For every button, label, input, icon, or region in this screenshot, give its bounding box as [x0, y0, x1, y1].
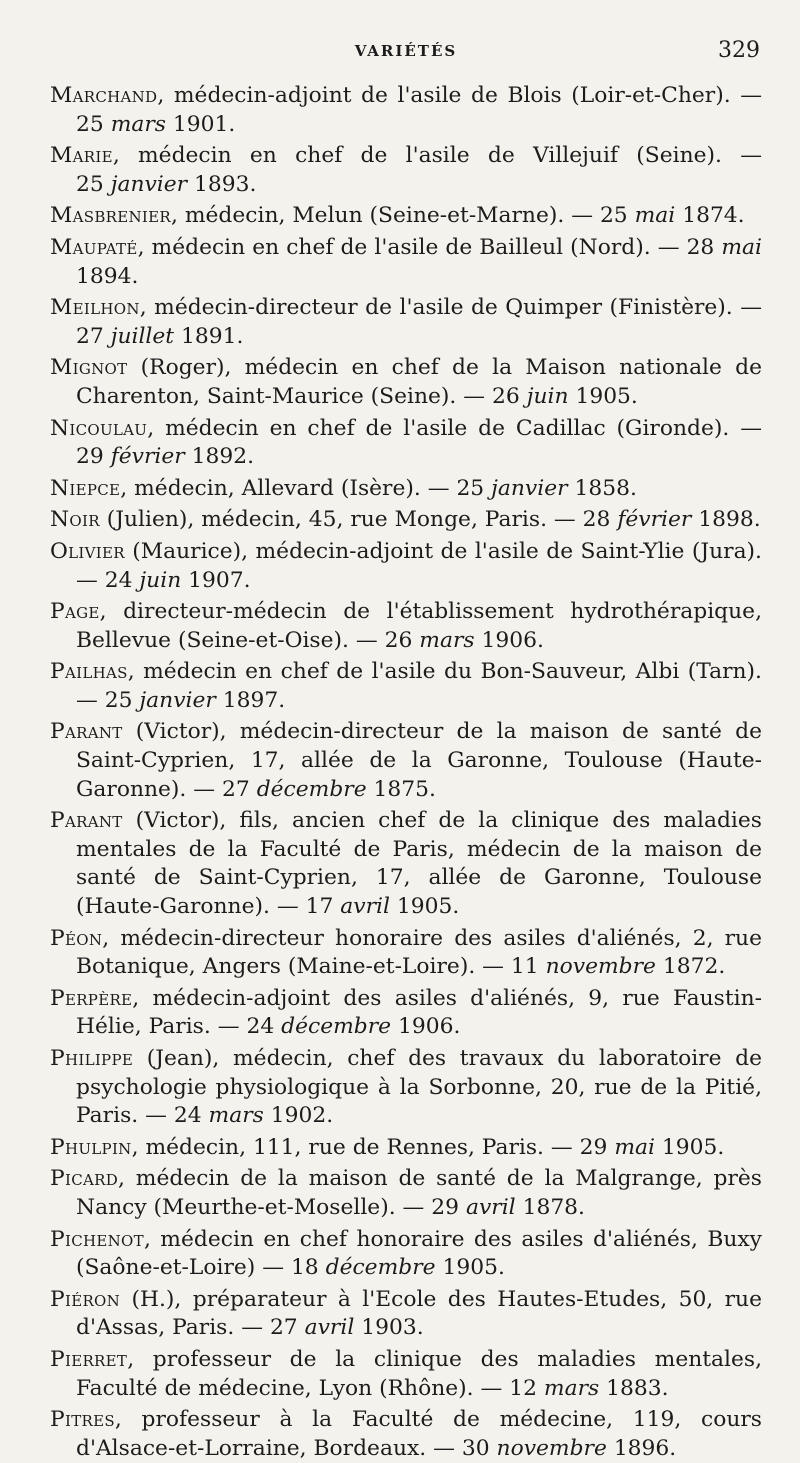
entry-name: Piéron: [50, 1286, 121, 1312]
entry-text: , médecin-adjoint des asiles d'aliénés, 9, rue Faustin-Hélie, Paris. —: [76, 985, 762, 1040]
entry-date-day: 27: [269, 1315, 298, 1341]
entry-date-day: 25: [599, 203, 628, 229]
list-item: [50, 718, 762, 804]
entry-date-month: novembre: [496, 1435, 607, 1461]
entry-date-year: 1897.: [222, 687, 286, 713]
list-item: [50, 1226, 762, 1283]
entry-text: , professeur à la Faculté de médecine, 119, cours d'Alsace-et-Lorraine, Bordeaux. —: [76, 1407, 762, 1461]
entry-text: (Roger), médecin en chef de la Maison nationale de Charenton, Saint-Maurice (Seine). —: [76, 355, 762, 409]
entry-name: Pailhas: [50, 659, 128, 685]
entry-date-year: 1898.: [698, 507, 761, 533]
entry-date-day: 29: [431, 1194, 460, 1220]
entry-date-day: 26: [384, 627, 413, 653]
entry-date-day: 25: [456, 475, 485, 501]
entry-date-year: 1906.: [397, 1014, 461, 1040]
entry-date-year: 1894.: [76, 263, 139, 289]
entry-date-month: avril: [340, 894, 390, 920]
list-item: [50, 1134, 762, 1163]
list-item: [50, 234, 762, 291]
entry-text: , professeur de la clinique des maladies mentales, Faculté de médecine, Lyon (Rhône). —: [76, 1346, 762, 1401]
list-item: [50, 658, 762, 715]
list-item: [50, 1045, 762, 1131]
entry-date-day: 27: [76, 323, 104, 349]
entry-date-day: 29: [579, 1134, 608, 1160]
entry-name: Meilhon: [50, 295, 140, 321]
entry-name: Parant: [50, 808, 123, 834]
entry-date-year: 1905.: [575, 383, 638, 409]
entry-text: , médecin en chef de l'asile de Bailleul (Nord). —: [137, 234, 687, 260]
entry-name: Mignot: [50, 355, 128, 381]
entry-date-month: décembre: [325, 1255, 436, 1281]
list-item: [50, 294, 762, 351]
entry-date-month: décembre: [281, 1014, 392, 1040]
entry-date-month: mars: [208, 1103, 264, 1129]
entry-text: , médecin de la maison de santé de la Malgrange, près Nancy (Meurthe-et-Moselle). —: [76, 1166, 762, 1220]
list-item: [50, 985, 762, 1042]
entry-date-year: 1875.: [373, 776, 436, 802]
entry-date-month: février: [110, 444, 185, 470]
entry-date-year: 1872.: [662, 954, 726, 980]
entry-date-day: 24: [246, 1014, 275, 1040]
entry-date-year: 1903.: [361, 1315, 424, 1341]
entry-text: , médecin, 111, rue de Rennes, Paris. —: [131, 1134, 580, 1160]
entry-date-day: 24: [104, 567, 133, 593]
entry-name: Marchand: [50, 83, 158, 108]
entry-text: (Victor), médecin-directeur de la maison de santé de Saint-Cyprien, 17, allée de la Garonne, Toulouse (Haute-Garonne). —: [76, 719, 762, 802]
entry-text: (Maurice), médecin-adjoint de l'asile de Saint-Ylie (Jura). —: [76, 538, 762, 593]
entry-date-day: 17: [305, 894, 334, 920]
entry-name: Perpère: [50, 985, 133, 1011]
entry-date-month: mai: [721, 234, 762, 260]
list-item: [50, 82, 762, 139]
entry-name: Péon: [50, 925, 103, 951]
entry-date-year: 1902.: [270, 1103, 334, 1129]
entry-name: Picard: [50, 1166, 119, 1192]
list-item: [50, 354, 762, 411]
entry-text: , directeur-médecin de l'établissement hydrothérapique, Bellevue (Seine-et-Oise). —: [76, 599, 762, 653]
list-item: [50, 142, 762, 199]
list-item: [50, 807, 762, 921]
entry-date-day: 11: [510, 954, 539, 980]
entry-date-year: 1892.: [191, 444, 255, 470]
entry-name: Nicoulau: [50, 415, 148, 441]
entry-date-month: janvier: [110, 171, 188, 197]
entry-date-month: décembre: [256, 776, 367, 802]
list-item: [50, 1406, 762, 1463]
entry-date-month: avril: [465, 1194, 516, 1220]
entry-date-month: juin: [526, 383, 569, 409]
entry-name: Olivier: [50, 538, 125, 564]
entry-date-day: 12: [509, 1375, 537, 1401]
entry-date-year: 1883.: [606, 1375, 669, 1401]
entry-name: Noir: [50, 507, 100, 533]
entry-date-year: 1906.: [481, 627, 544, 653]
entry-text: (H.), préparateur à l'Ecole des Hautes-Etudes, 50, rue d'Assas, Paris. —: [76, 1286, 762, 1341]
running-title: VARIÉTÉS: [354, 42, 458, 60]
entry-date-day: 24: [173, 1103, 202, 1129]
entry-text: , médecin en chef honoraire des asiles d'aliénés, Buxy (Saône-et-Loire) —: [76, 1226, 762, 1281]
entry-date-day: 25: [76, 171, 104, 197]
entry-text: , médecin-directeur de l'asile de Quimper (Finistère). —: [139, 295, 762, 321]
entry-date-day: 28: [582, 507, 611, 533]
entry-text: (Julien), médecin, 45, rue Monge, Paris. —: [99, 507, 583, 533]
entry-date-day: 25: [76, 111, 104, 137]
entry-text: , médecin en chef de l'asile de Villejuif (Seine). —: [112, 143, 762, 169]
entry-text: (Jean), médecin, chef des travaux du laboratoire de psychologie physiologique à la Sorbonne, 20, rue de la Pitié, Paris. —: [76, 1046, 762, 1129]
entry-date-day: 28: [686, 234, 715, 260]
entry-date-day: 29: [76, 444, 104, 470]
entry-name: Pichenot: [50, 1226, 144, 1252]
page-header: [50, 30, 762, 80]
entry-date-month: mars: [543, 1375, 600, 1401]
entry-date-year: 1905.: [661, 1134, 725, 1160]
entry-date-month: février: [617, 507, 692, 533]
list-item: [50, 598, 762, 655]
entry-date-year: 1858.: [574, 475, 637, 501]
list-item: [50, 415, 762, 472]
list-item: [50, 1286, 762, 1343]
list-item: [50, 475, 762, 504]
entry-name: Pitres: [50, 1407, 115, 1433]
entry-date-month: juin: [139, 567, 182, 593]
list-item: [50, 1165, 762, 1222]
entry-name: Philippe: [50, 1046, 134, 1071]
entry-name: Niepce: [50, 475, 121, 501]
entry-date-year: 1874.: [682, 203, 745, 229]
entry-text: , médecin, Melun (Seine-et-Marne). —: [171, 203, 600, 229]
entry-date-year: 1907.: [188, 567, 251, 593]
entry-date-month: janvier: [491, 475, 568, 501]
entry-text: , médecin en chef de l'asile de Cadillac (Gironde). —: [147, 415, 762, 441]
entry-date-month: avril: [304, 1315, 355, 1341]
entry-text: , médecin en chef de l'asile du Bon-Sauveur, Albi (Tarn). —: [76, 659, 762, 713]
list-item: [50, 1346, 762, 1403]
entry-name: Parant: [50, 719, 123, 745]
entry-text: , médecin-directeur honoraire des asiles d'aliénés, 2, rue Botanique, Angers (Maine-et-Loire). —: [76, 925, 762, 980]
entry-date-day: 27: [222, 776, 250, 802]
entry-date-year: 1896.: [613, 1435, 677, 1461]
entry-list: [50, 82, 762, 1463]
entry-date-month: mai: [634, 203, 676, 229]
entry-date-year: 1891.: [181, 323, 244, 349]
list-item: [50, 538, 762, 595]
entry-date-day: 18: [290, 1255, 319, 1281]
entry-date-month: novembre: [545, 954, 656, 980]
entry-date-day: 26: [492, 383, 520, 409]
entry-date-year: 1905.: [442, 1255, 505, 1281]
entry-date-month: mai: [614, 1134, 655, 1160]
entry-date-year: 1878.: [522, 1194, 585, 1220]
entry-name: Maupaté: [50, 234, 138, 260]
list-item: [50, 506, 762, 535]
entry-name: Pierret: [50, 1346, 128, 1372]
entry-text: , médecin-adjoint de l'asile de Blois (Loir-et-Cher). —: [157, 83, 762, 108]
entry-text: (Victor), fils, ancien chef de la clinique des maladies mentales de la Faculté de Paris, médecin de la maison de santé de Saint-Cyprien, 17, allée de Garonne, Toulouse (Haute-Garonne). —: [76, 808, 762, 920]
entry-name: Phulpin: [50, 1134, 132, 1160]
entry-text: , médecin, Allevard (Isère). —: [120, 475, 457, 501]
page-number: 329: [718, 38, 760, 63]
entry-date-month: juillet: [110, 323, 175, 349]
entry-date-year: 1905.: [396, 894, 460, 920]
entry-date-day: 25: [104, 687, 133, 713]
entry-date-day: 30: [461, 1435, 490, 1461]
entry-name: Masbrenier: [50, 203, 171, 229]
list-item: [50, 202, 762, 231]
entry-date-year: 1893.: [194, 171, 257, 197]
entry-date-month: mars: [419, 627, 475, 653]
entry-name: Marie: [50, 143, 113, 169]
entry-date-year: 1901.: [172, 111, 236, 137]
list-item: [50, 925, 762, 982]
entry-name: Page: [50, 599, 100, 625]
entry-date-month: mars: [110, 111, 166, 137]
entry-date-month: janvier: [139, 687, 216, 713]
